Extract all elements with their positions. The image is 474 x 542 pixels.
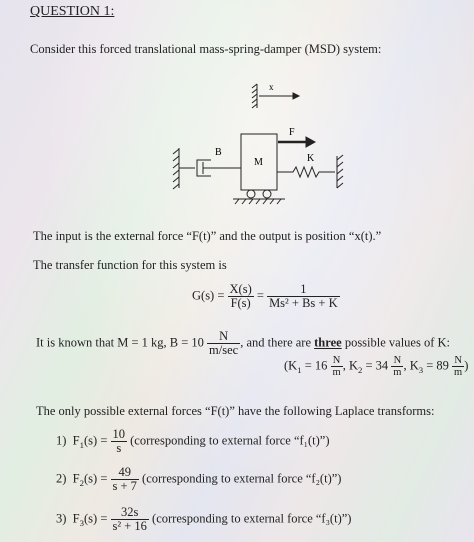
k3-unit-den: m xyxy=(454,367,463,379)
known-parameters xyxy=(36,330,450,357)
k2-unit-num: N xyxy=(391,355,403,367)
force-den: s² + 16 xyxy=(112,519,147,534)
force-item-1 xyxy=(56,428,330,455)
tf-intro-text: The transfer function for this system is xyxy=(33,258,227,272)
force-lhs-post: (s) = xyxy=(84,511,108,526)
tf-equals-1: = xyxy=(217,288,225,303)
force-index: 1) xyxy=(56,433,67,448)
forces-intro-text: The only possible external forces “F(t)” have the following Laplace transforms: xyxy=(36,404,435,418)
tf-num-1: X(s) xyxy=(229,282,252,296)
k1-unit-num: N xyxy=(331,355,343,367)
spring-label: K xyxy=(307,153,315,164)
transfer-function xyxy=(192,283,340,310)
mass-label: M xyxy=(254,157,263,168)
k2-pre: , K xyxy=(342,358,358,373)
k1-value: = 16 xyxy=(304,358,328,373)
k3-pre: , K xyxy=(403,358,419,373)
msd-diagram xyxy=(165,78,365,213)
force-label: F xyxy=(289,127,295,138)
force-item-2 xyxy=(56,466,341,493)
force-den: s xyxy=(116,441,122,456)
force-description: (corresponding to external force “f₁(t)”) xyxy=(130,433,330,448)
force-num: 32s xyxy=(111,506,149,520)
force-description: (corresponding to external force “f₂(t)”) xyxy=(142,471,342,486)
tf-fraction-2 xyxy=(267,283,340,310)
force-den: s + 7 xyxy=(112,479,137,494)
k3-value: = 89 xyxy=(426,358,449,373)
known-prefix: It is known that M = 1 kg, B = 10 xyxy=(36,335,204,350)
k3-unit-num: N xyxy=(452,355,464,367)
three-emphasis: three xyxy=(314,335,342,350)
force-num: 49 xyxy=(111,466,139,480)
k-close: ) xyxy=(464,358,469,373)
force-lhs: F xyxy=(72,433,80,448)
k1-unit xyxy=(331,355,343,378)
force-index: 2) xyxy=(56,471,67,486)
force-lhs-post: (s) = xyxy=(84,471,108,486)
force-fraction xyxy=(111,506,149,533)
x-reference-ground xyxy=(252,84,257,108)
k2-unit-den: m xyxy=(393,367,402,379)
spring xyxy=(277,167,335,177)
intro-text: Consider this forced translational mass-spring-damper (MSD) system: xyxy=(30,42,382,56)
tf-fraction-1 xyxy=(228,283,254,310)
x-arrow xyxy=(259,93,299,99)
known-middle: , and there are xyxy=(240,335,312,350)
force-description: (corresponding to external force “f₃(t)”) xyxy=(152,511,352,526)
k-open: (K xyxy=(284,358,298,373)
b-unit-fraction xyxy=(207,330,240,357)
k3-sub: 3 xyxy=(418,364,424,375)
mass-wheels xyxy=(247,190,271,198)
tf-lhs: G(s) xyxy=(192,288,215,303)
force-fraction xyxy=(111,466,139,493)
k2-unit xyxy=(391,355,403,378)
tf-den-2: Ms² + Bs + K xyxy=(269,296,338,311)
force-num: 10 xyxy=(112,427,125,441)
b-unit-num: N xyxy=(207,330,240,344)
b-unit-den: m/sec xyxy=(209,343,239,358)
force-arrow xyxy=(278,137,315,147)
tf-den-1: F(s) xyxy=(230,296,251,311)
k1-unit-den: m xyxy=(332,367,341,379)
k2-sub: 2 xyxy=(357,364,363,375)
known-suffix: possible values of K: xyxy=(344,335,451,350)
force-item-3 xyxy=(56,506,351,533)
tf-num-2: 1 xyxy=(267,283,340,297)
force-lhs: F xyxy=(72,471,80,486)
right-wall xyxy=(337,155,343,188)
input-output-text: The input is the external force “F(t)” and the output is position “x(t).” xyxy=(33,229,382,243)
k1-sub: 1 xyxy=(297,364,302,375)
left-wall xyxy=(173,148,179,189)
force-lhs-post: (s) = xyxy=(84,433,108,448)
force-index: 3) xyxy=(56,511,67,526)
force-sub: 1 xyxy=(79,440,84,450)
damper xyxy=(179,160,241,176)
k2-value: = 34 xyxy=(365,358,389,373)
x-label: x xyxy=(269,82,274,92)
k3-unit xyxy=(452,355,464,378)
force-sub: 2 xyxy=(79,478,84,488)
k-values xyxy=(284,355,468,378)
question-title: QUESTION 1: xyxy=(30,4,115,19)
tf-equals-2: = xyxy=(256,288,264,303)
force-sub: 3 xyxy=(79,518,84,528)
damper-label: B xyxy=(215,147,222,158)
force-fraction xyxy=(111,428,128,455)
force-lhs: F xyxy=(72,511,80,526)
ground xyxy=(233,199,285,204)
